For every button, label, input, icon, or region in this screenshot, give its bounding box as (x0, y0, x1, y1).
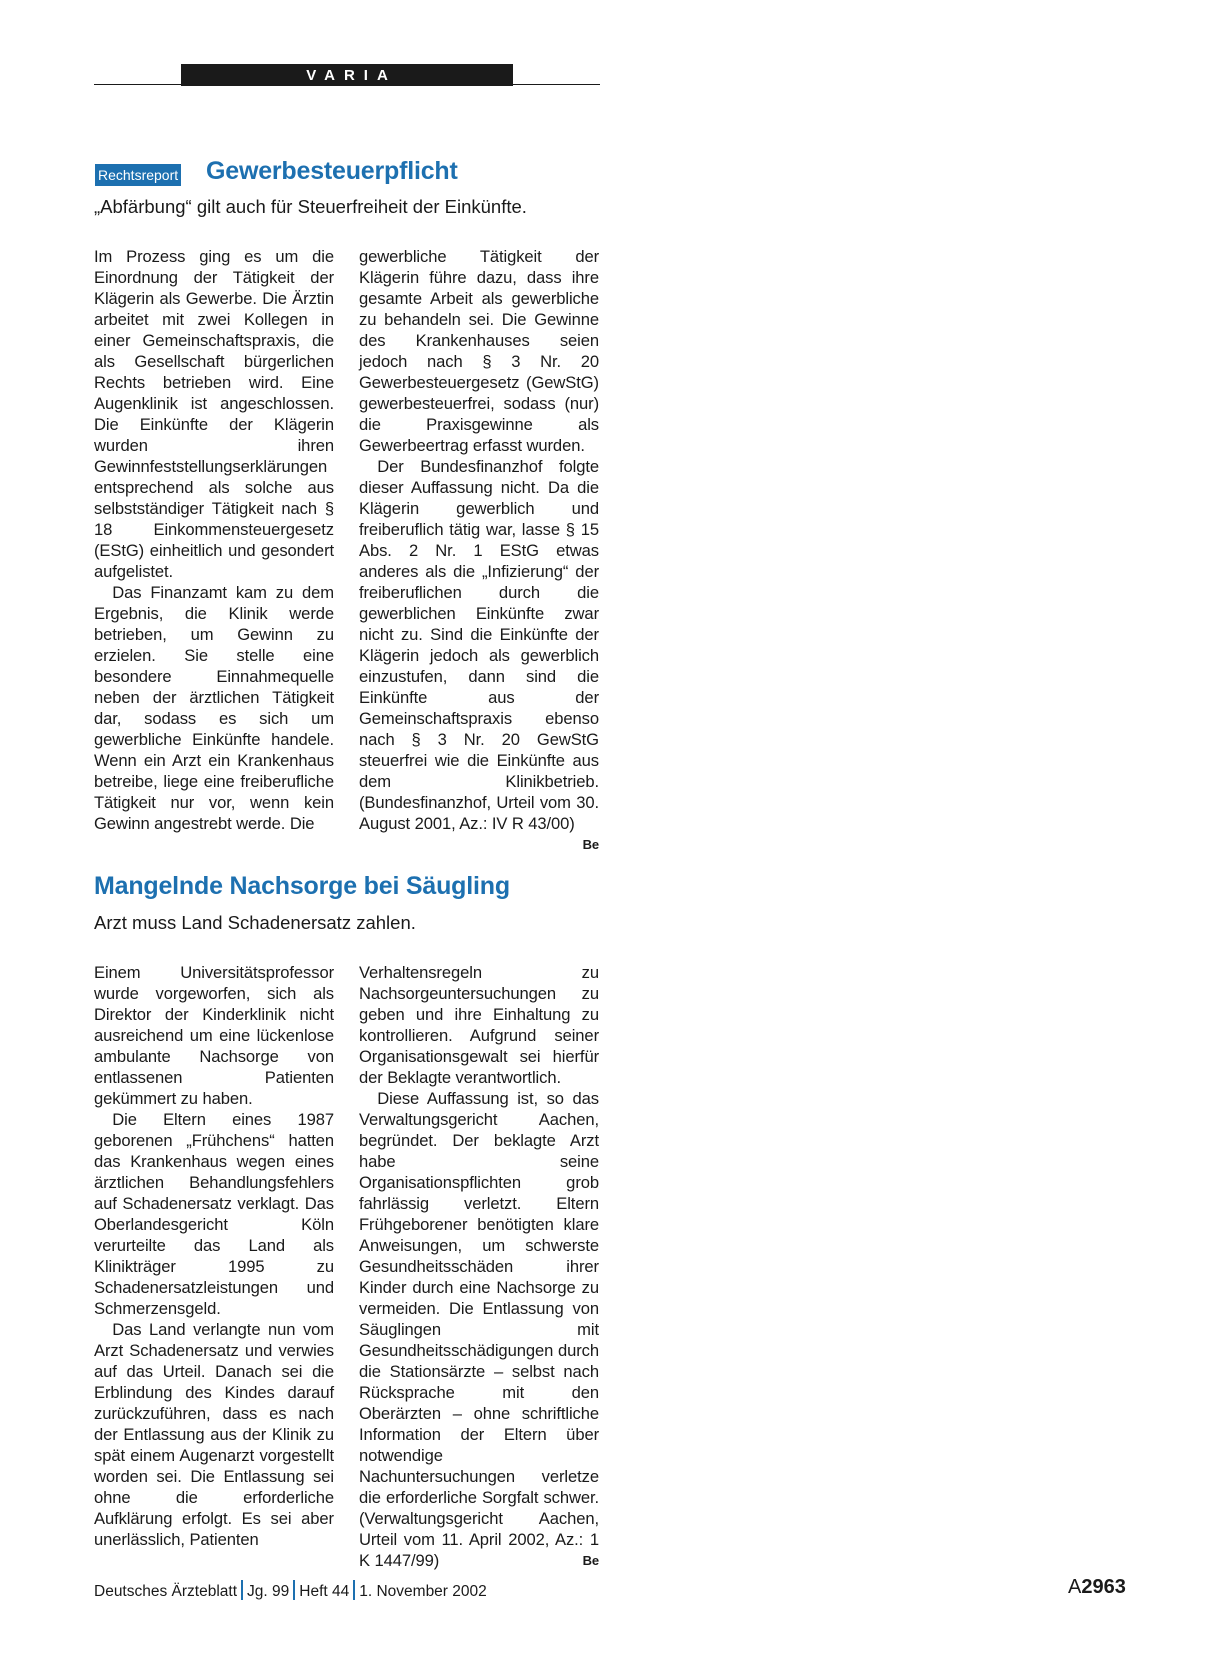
issue-date: 1. November 2002 (359, 1583, 487, 1600)
paragraph: gewerbliche Tätigkeit der Klägerin führe dazu, dass ihre gesamte Arbeit als gewerbliche zu behandeln sei. Die Gewinne des Krankenhauses seien jedoch nach § 3 Nr. 20 Gewerbesteuergesetz (GewStG) gewerbesteuerfrei, sodass (nur) die Praxisgewinne als Gewerbeertrag erfasst wurden. (359, 247, 599, 455)
page-prefix: A (1068, 1576, 1082, 1598)
divider (241, 1580, 243, 1600)
section-header: VARIA (181, 64, 513, 86)
paragraph (359, 1088, 599, 1571)
issue: Heft 44 (299, 1583, 350, 1600)
paragraph: Das Finanzamt kam zu dem Ergebnis, die Klinik werde betrieben, um Gewinn zu erzielen. Sie stelle eine besondere Einnahmequelle neben der ärztlichen Tätigkeit dar, sodass es sich um gewerbliche Einkünfte handele. Wenn ein Arzt ein Krankenhaus betreibe, liege eine freiberufliche Tätigkeit nur vor, wenn kein Gewinn angestrebt werde. Die (94, 583, 334, 833)
paragraph: Das Land verlangte nun vom Arzt Schadenersatz und verwies auf das Urteil. Danach sei die Erblindung des Kindes darauf zurückzuführen, dass es nach der Entlassung aus der Klinik zu spät einem Augenarzt vorgestellt worden sei. Die Entlassung sei ohne die erforderliche Aufklärung erfolgt. Es sei aber unerlässlich, Patienten (94, 1320, 334, 1549)
page-number-value: 2963 (1081, 1576, 1126, 1598)
paragraph (359, 456, 599, 852)
article2-column-2 (359, 962, 599, 1571)
paragraph-text: Der Bundesfinanzhof folgte dieser Auffassung nicht. Da die Klägerin gewerblich und freiberuflich tätig war, lasse § 15 Abs. 2 Nr. 1 EStG etwas anderes als die „Infizierung“ der freiberuflichen durch die gewerblichen Einkünfte zwar nicht zu. Sind die Einkünfte der Klägerin jedoch als gewerblich einzustufen, dann sind die Einkünfte aus der Gemeinschaftspraxis ebenso nach § 3 Nr. 20 GewStG steuerfrei wie die Einkünfte aus dem Klinikbetrieb. (Bundesfinanzhof, Urteil vom 30. August 2001, Az.: IV R 43/00) (359, 457, 599, 833)
category-badge: Rechtsreport (95, 164, 181, 186)
article-title: Mangelnde Nachsorge bei Säugling (94, 872, 510, 900)
paragraph: Einem Universitätsprofessor wurde vorgeworfen, sich als Direktor der Kinderklinik nicht ausreichend um eine lückenlose ambulante Nachsorge von entlassenen Patienten gekümmert zu haben. (94, 963, 334, 1108)
paragraph: Die Eltern eines 1987 geborenen „Frühchens“ hatten das Krankenhaus wegen eines ärztlichen Behandlungsfehlers auf Schadenersatz verklagt. Das Oberlandesgericht Köln verurteilte das Land als Klinikträger 1995 zu Schadenersatzleistungen und Schmerzensgeld. (94, 1110, 334, 1318)
article2-column-1 (94, 962, 334, 1550)
article1-column-2 (359, 246, 599, 855)
footer-citation (94, 1580, 487, 1601)
author-signature: Be (582, 1553, 599, 1568)
paragraph-text: Diese Auffassung ist, so das Verwaltungsgericht Aachen, begründet. Der beklagte Arzt habe seine Organisationspflichten grob fahrlässig verletzt. Eltern Frühgeborener benötigten klare Anweisungen, um schwerste Gesundheitsschäden ihrer Kinder durch eine Nachsorge zu vermeiden. Die Entlassung von Säuglingen mit Gesundheitsschädigungen durch die Stationsärzte – selbst nach Rücksprache mit den Oberärzten – ohne schriftliche Information der Eltern über notwendige Nachuntersuchungen verletze die erforderliche Sorgfalt schwer. (Verwaltungsgericht Aachen, Urteil vom 11. April 2002, Az.: 1 K 1447/99) (359, 1089, 599, 1570)
divider (293, 1580, 295, 1600)
article-subtitle: Arzt muss Land Schadenersatz zahlen. (94, 912, 416, 933)
divider (353, 1580, 355, 1600)
article-title: Gewerbesteuerpflicht (206, 157, 458, 185)
article-subtitle: „Abfärbung“ gilt auch für Steuerfreiheit der Einkünfte. (94, 196, 527, 217)
paragraph: Im Prozess ging es um die Einordnung der Tätigkeit der Klägerin als Gewerbe. Die Ärztin arbeitet mit zwei Kollegen in einer Gemeinschaftspraxis, die als Gesellschaft bürgerlichen Rechts betrieben wird. Eine Augenklinik ist angeschlossen. Die Einkünfte der Klägerin wurden ihren Gewinnfeststellungserklärungen entsprechend als solche aus selbstständiger Tätigkeit nach § 18 Einkommensteuergesetz (EStG) einheitlich und gesondert aufgelistet. (94, 247, 334, 581)
volume: Jg. 99 (247, 1583, 290, 1600)
paragraph: Verhaltensregeln zu Nachsorgeuntersuchungen zu geben und ihre Einhaltung zu kontrollieren. Aufgrund seiner Organisationsgewalt sei hierfür der Beklagte verantwortlich. (359, 963, 599, 1087)
article1-column-1 (94, 246, 334, 834)
journal-name: Deutsches Ärzteblatt (94, 1583, 238, 1600)
page-number (1068, 1576, 1126, 1599)
author-signature: Be (582, 837, 599, 852)
